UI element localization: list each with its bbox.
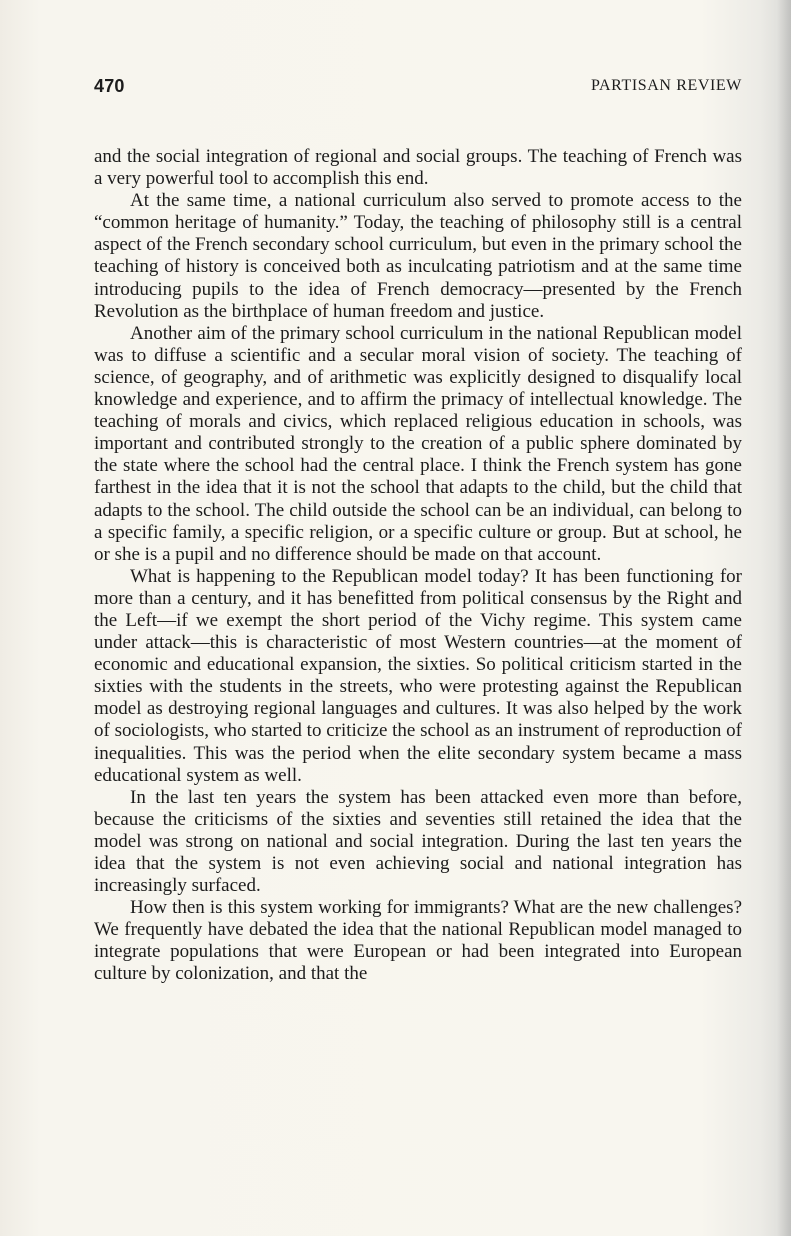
paragraph: At the same time, a national curriculum also served to promote access to the “common heritage of humanity.” Today, the teaching of philosophy still is a central aspect of the French secondary school curriculum, but even in the primary school the teaching of history is conceived both as inculcating patriotism and at the same time introducing pupils to the idea of French democracy—presented by the French Revolution as the birthplace of human freedom and justice.	[94, 190, 742, 322]
paragraph: In the last ten years the system has been attacked even more than before, because the criticisms of the sixties and seventies still retained the idea that the model was strong on national and social integration. During the last ten years the idea that the system is not even achieving social and national integration has increasingly surfaced.	[94, 786, 742, 897]
running-head	[94, 76, 742, 100]
paragraph: What is happening to the Republican model today? It has been functioning for more than a century, and it has benefitted from political consensus by the Right and the Left—if we exempt the short period of the Vichy regime. This system came under attack—this is characteristic of most Western countries—at the moment of economic and educational expansion, the sixties. So political criticism started in the sixties with the students in the streets, who were protesting against the Republican model as destroying regional languages and cultures. It was also helped by the work of sociologists, who started to criticize the school as an instrument of reproduction of inequalities. This was the period when the elite secondary system became a mass educational system as well.	[94, 565, 742, 786]
paragraph: How then is this system working for immigrants? What are the new challenges? We frequently have debated the idea that the national Republican model managed to integrate populations that were European or had been integrated into European culture by colonization, and that the	[94, 897, 742, 985]
page-edge-shadow	[777, 0, 791, 1236]
body-text	[94, 146, 742, 986]
journal-title: PARTISAN REVIEW	[590, 77, 742, 94]
paragraph: and the social integration of regional and social groups. The teaching of French was a very powerful tool to accomplish this end.	[94, 146, 742, 190]
paragraph: Another aim of the primary school curriculum in the national Republican model was to diffuse a scientific and a secular moral vision of society. The teaching of science, of geography, and of arithmetic was explicitly designed to disqualify local knowledge and experience, and to affirm the primacy of intellectual knowledge. The teaching of morals and civics, which replaced religious education in schools, was important and contributed strongly to the creation of a public sphere dominated by the state where the school had the central place. I think the French system has gone farthest in the idea that it is not the school that adapts to the child, but the child that adapts to the school. The child outside the school can be an individual, can belong to a specific family, a specific religion, or a specific culture or group. But at school, he or she is a pupil and no difference should be made on that account.	[94, 322, 742, 565]
page-number: 470	[94, 76, 125, 96]
